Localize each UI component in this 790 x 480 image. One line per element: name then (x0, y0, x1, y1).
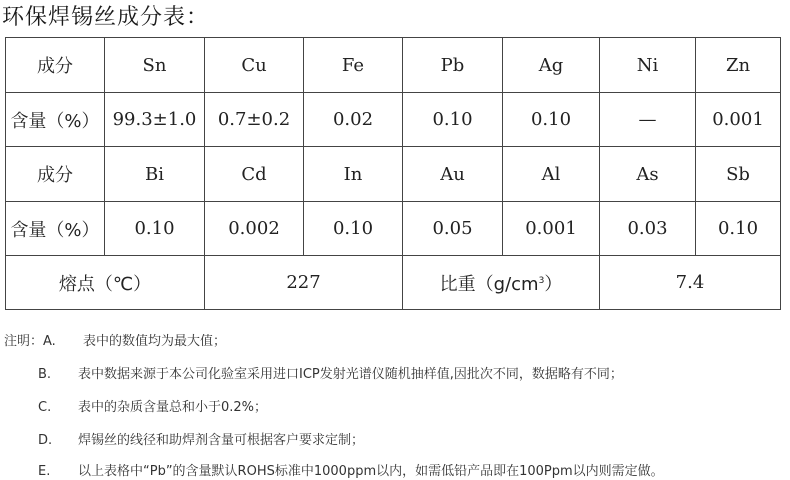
note-item-a (4, 330, 226, 349)
table-cell: 0.10 (696, 202, 781, 256)
note-text: 表中数据来源于本公司化验室采用进口ICP发射光谱仪随机抽样值,因批次不同，数据略有不同； (78, 367, 623, 382)
table-cell: 0.001 (696, 93, 781, 147)
note-letter: B. (38, 367, 52, 382)
table-cell: Al (503, 147, 600, 202)
table-cell: — (600, 93, 696, 147)
table-cell: Zn (696, 38, 781, 93)
table-row (6, 147, 781, 202)
table-cell: 0.10 (503, 93, 600, 147)
note-letter: E. (38, 464, 51, 479)
note-text: 表中的数值均为最大值； (83, 334, 227, 349)
row-label: 成分 (6, 147, 105, 202)
table-cell: 0.10 (403, 93, 503, 147)
table-cell: Fe (304, 38, 403, 93)
note-text: 表中的杂质含量总和小于0.2%； (78, 400, 268, 415)
table-row (6, 256, 781, 310)
table-cell: 0.001 (503, 202, 600, 256)
table-row (6, 202, 781, 256)
table-cell: 0.002 (205, 202, 304, 256)
melting-point-value: 227 (205, 256, 403, 310)
row-label: 含量（%） (6, 202, 105, 256)
table-cell: Au (403, 147, 503, 202)
table-cell: 0.7±0.2 (205, 93, 304, 147)
note-letter: A. (43, 334, 56, 349)
table-cell: 0.03 (600, 202, 696, 256)
table-cell: Cd (205, 147, 304, 202)
row-label: 成分 (6, 38, 105, 93)
table-row (6, 93, 781, 147)
note-item-d (38, 429, 364, 448)
table-cell: In (304, 147, 403, 202)
density-label-sup: 3 (538, 275, 545, 286)
note-letter: D. (38, 433, 53, 448)
density-label (403, 256, 600, 310)
table-cell: 99.3±1.0 (105, 93, 205, 147)
table-cell: As (600, 147, 696, 202)
table-cell: Ni (600, 38, 696, 93)
table-cell: Sb (696, 147, 781, 202)
table-cell: 0.02 (304, 93, 403, 147)
table-cell: Ag (503, 38, 600, 93)
table-cell: Sn (105, 38, 205, 93)
note-item-c (38, 396, 267, 415)
density-label-suffix: ） (544, 273, 563, 295)
composition-table (5, 37, 781, 310)
page-title: 环保焊锡丝成分表： (2, 5, 210, 30)
table-cell: Pb (403, 38, 503, 93)
note-letter: C. (38, 400, 52, 415)
notes-lead: 注明： (4, 334, 44, 349)
row-label: 含量（%） (6, 93, 105, 147)
note-text: 焊锡丝的线径和助焊剂含量可根据客户要求定制； (78, 433, 365, 448)
table-cell: 0.10 (105, 202, 205, 256)
density-label-prefix: 比重（g/cm (439, 273, 539, 295)
table-row (6, 38, 781, 93)
table-cell: Bi (105, 147, 205, 202)
note-item-b (38, 363, 623, 382)
table-cell: 0.05 (403, 202, 503, 256)
note-item-e (38, 460, 664, 479)
table-cell: 0.10 (304, 202, 403, 256)
note-text: 以上表格中“Pb”的含量默认ROHS标准中1000ppm以内，如需低铅产品即在100Ppm以内则需定做。 (78, 464, 664, 479)
melting-point-label: 熔点（℃） (6, 256, 205, 310)
density-value: 7.4 (600, 256, 781, 310)
table-cell: Cu (205, 38, 304, 93)
